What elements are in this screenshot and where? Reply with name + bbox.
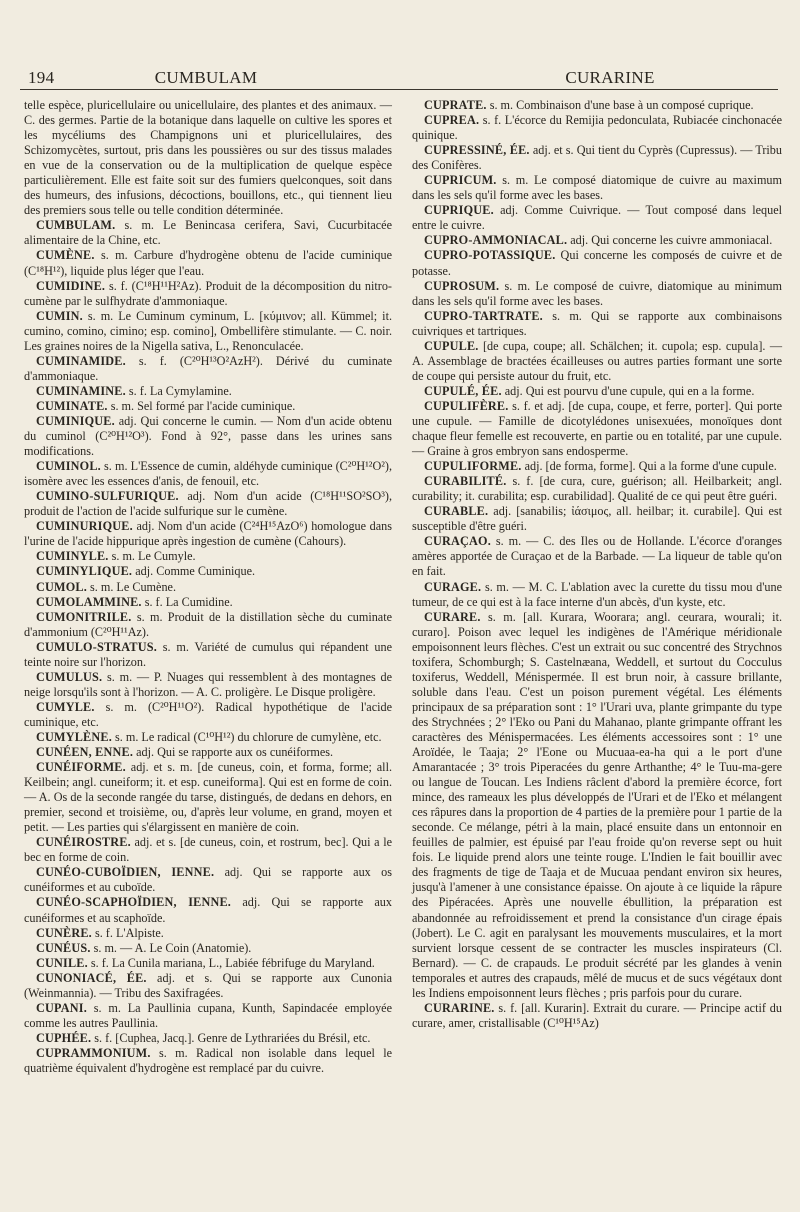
entry-headword: CUPULIFÈRE. [424, 398, 509, 413]
entry-headword: CUNÉUS. [36, 940, 91, 955]
entry-headword: CUPHÉE. [36, 1030, 92, 1045]
entry-headword: CUMINAMIDE. [36, 353, 126, 368]
dictionary-entry [412, 203, 782, 233]
entry-definition: s. m. — C. des Iles ou de Hollande. L'écorce d'oranges amères apportée de Curaçao et de la Barbade. — La liqueur de table qu'on en fait. [412, 534, 783, 579]
dictionary-entry [412, 173, 782, 203]
entry-definition: Qui concerne les composés de cuivre et de potasse. [412, 248, 782, 278]
dictionary-entry [24, 640, 392, 670]
entry-headword: CUMOLAMMINE. [36, 594, 142, 609]
entry-definition: s. m. L'Essence de cumin, aldéhyde cuminique (C²⁰H¹²O²), isomère avec les essences d'anis, de fenouil, etc. [24, 459, 393, 489]
dictionary-entry [412, 248, 782, 278]
entry-headword: CUMINAMINE. [36, 383, 126, 398]
entry-headword: CUNILE. [36, 955, 88, 970]
entry-definition: s. f. La Cunila mariana, L., Labiée fébrifuge du Maryland. [90, 955, 375, 970]
entry-definition: s. f. La Cymylamine. [128, 383, 232, 398]
entry-definition: s. f. [Cuphea, Jacq.]. Genre de Lythrariées du Brésil, etc. [94, 1030, 371, 1045]
entry-definition: s. m. Le Cuminum cyminum, L. [κύμινον; all. Kümmel; it. cumino, comino, cimino; esp. comino], Ombellifère stimulante. — C. noir. Les graines noires de la Nigella sativa, L., Renonculacée. [24, 308, 392, 353]
entry-definition: adj. Qui se rapporte aux os cunéiformes et au cuboïde. [24, 865, 392, 895]
entry-definition: s. m. Variété de cumulus qui répandent une teinte noire sur l'horizon. [24, 639, 393, 669]
entry-headword: CUMINYLIQUE. [36, 564, 133, 579]
entry-headword: CUPRO-POTASSIQUE. [424, 248, 556, 263]
dictionary-entry [412, 98, 782, 113]
entry-headword: CUMINIQUE. [36, 413, 115, 428]
right-column [412, 98, 782, 1031]
dictionary-entry [24, 971, 392, 1001]
entry-definition: s. m. (C²⁰H¹¹O²). Radical hypothétique de l'acide cuminique, etc. [24, 699, 392, 729]
dictionary-entry [24, 730, 392, 745]
entry-headword: CUMINURIQUE. [36, 519, 133, 534]
dictionary-entry [412, 580, 782, 610]
entry-headword: CUPULE. [424, 338, 479, 353]
dictionary-entry [24, 956, 392, 971]
entry-definition: adj. Nom d'un acide (C¹⁸H¹¹SO²SO³), produit de l'action de l'acide sulfurique sur le cumène. [24, 489, 392, 519]
dictionary-entry [412, 610, 782, 1001]
entry-headword: CUMIN. [36, 308, 83, 323]
dictionary-entry [24, 309, 392, 354]
entry-definition: s. m. [all. Kurara, Woorara; angl. ceurara, wourali; it. curaro]. Poison avec lequel les indigènes de l'Amérique méridionale empoisonnent leurs flèches. C'est un extrait ou suc concentré des Strychnos toxifera, Schomburgh; S. Castelnæana, Weddell, et surtout du Cocculus toxiferus, Weddell, Ménispermée. Il est brun noir, à cassure brillante, soluble dans l'eau. C'est un poison purement végétal. Les éléments principaux de sa préparation sont : 1° l'Urari uva, plante grimpante du type des Strychnées ; 2° l'Eko ou Pani du Mahanao, plante grimpante offrant les caractères des Ménispermacées. Les éléments accessoires sont : 1° une Aroïdée, le Taaja; 2° l'Eone ou Mucuaa-ea-ha qui a le port d'une Amarantacée ; 3° trois Piperacées du genre Arthanthe; 4° le Tuu-ma-gere ou langue de Toucan. Les Indiens râclent d'abord la première écorce, fort mince, des rameaux les plus développés de l'Urari et de l'Eko et mélangent ces râpures dans la proportion de 4 parties de la première pour 1 partie de la seconde. Ce mélange, pétri à la main, placé ensuite dans un entonnoir en feuilles de palmier, est épuisé par l'eau froide qu'on reverse sept ou huit fois. Le liquide prend alors une teinte rouge. L'Indien le fait bouillir avec des fragments de tige de Taaja et de Mucuaa pendant environ six heures, jusqu'à l'amener à une consistance épaisse. On ajoute à ce liquide la râpure des Pipéracées. Après une nouvelle ébullition, la préparation est abandonnée au refroidissement et prend la consistance d'un cirage épais (Jobert). Le C. agit en paralysant les mouvements musculaires, et la mort survient lorsque cessent de se contracter les muscles inspirateurs (Cl. Bernard). — C. de crapauds. Le produit sécrété par les glandes à venin temporales et autres des crapauds, mêlé de mucus et de sucs végétaux dont les Indiens empoisonnent leurs flèches ; pris parfois pour du curare. [412, 609, 783, 1000]
dictionary-entry [24, 279, 392, 309]
entry-definition: adj. [de forma, forme]. Qui a la forme d'une cupule. [524, 459, 777, 474]
entry-headword: CUPRATE. [424, 98, 487, 112]
entry-headword: CUPRESSINÉ, ÉE. [424, 143, 530, 158]
entry-headword: CURAÇAO. [424, 534, 491, 549]
dictionary-entry [412, 459, 782, 474]
entry-definition: adj. Nom d'un acide (C²⁴H¹⁵AzO⁶) homologue dans l'urine de l'acide hippurique après ingestion de cumène (Cahours). [24, 519, 392, 549]
entry-headword: CUNÉO-SCAPHOÏDIEN, IENNE. [36, 895, 232, 910]
entry-headword: CUMULUS. [36, 669, 103, 684]
entry-definition: adj. Qui concerne les cuivre ammoniacal. [570, 233, 773, 248]
entry-definition: adj. Comme Cuminique. [135, 564, 256, 579]
dictionary-entry [24, 459, 392, 489]
right-running-head: CURARINE [565, 68, 655, 87]
dictionary-entry [412, 384, 782, 399]
entry-definition: s. m. Sel formé par l'acide cuminique. [110, 398, 296, 413]
entry-headword: CUNÉIROSTRE. [36, 835, 131, 850]
entry-definition: adj. [sanabilis; ἰάσιμος, all. heilbar; it. curabile]. Qui est susceptible d'être guéri. [412, 504, 782, 534]
entry-definition: s. m. Le composé diatomique de cuivre au maximum dans les sels qu'il forme avec les bases. [412, 173, 782, 203]
entry-headword: CUMOL. [36, 579, 87, 594]
dictionary-entry [24, 384, 392, 399]
entry-definition: [de cupa, coupe; all. Schälchen; it. cupola; esp. cupula]. — A. Assemblage de bractées écailleuses ou autres parties formant une sorte de coupe qui persiste autour du fruit, etc. [412, 338, 783, 383]
dictionary-entry [24, 218, 392, 248]
entry-definition: adj. Comme Cuivrique. — Tout composé dans lequel entre le cuivre. [412, 203, 782, 233]
entry-definition: s. m. — M. C. L'ablation avec la curette du tissu mou d'une tumeur, de ce qui est à la face interne d'un abcès, d'un kyste, etc. [412, 579, 782, 609]
entry-headword: CUPRIQUE. [424, 203, 494, 218]
entry-headword: CUNONIACÉ, ÉE. [36, 970, 147, 985]
entry-headword: CUNÉIFORME. [36, 760, 126, 775]
entry-headword: CUPRAMMONIUM. [36, 1045, 151, 1060]
entry-definition: s. m. Le radical (C¹⁰H¹²) du chlorure de cumylène, etc. [115, 729, 382, 744]
page-number: 194 [28, 68, 55, 87]
dictionary-entry [24, 98, 392, 218]
dictionary-entry [24, 519, 392, 549]
dictionary-entry [24, 1031, 392, 1046]
entry-headword: CUMONITRILE. [36, 609, 132, 624]
entry-definition: adj. et s. Qui tient du Cyprès (Cupressus). — Tribu des Conifères. [412, 143, 782, 173]
entry-headword: CUNÉO-CUBOÏDIEN, IENNE. [36, 865, 215, 880]
entry-headword: CURARE. [424, 609, 481, 624]
dictionary-entry [24, 760, 392, 835]
entry-definition: s. f. (C²⁰H¹³O²AzH²). Dérivé du cuminate d'ammoniaque. [24, 353, 392, 383]
dictionary-entry [24, 1046, 392, 1076]
entry-headword: CUNÈRE. [36, 925, 92, 940]
dictionary-entry [412, 534, 782, 579]
dictionary-entry [24, 399, 392, 414]
header-rule [20, 89, 778, 90]
entry-definition: s. m. Radical non isolable dans lequel le quatrième équivalent d'hydrogène est remplacé par du cuivre. [24, 1045, 392, 1075]
entry-definition: telle espèce, pluricellulaire ou unicellulaire, des plantes et des animaux. — C. des germes. Partie de la botanique dans laquelle on cultive les spores et les mycéliums des Champignons uni et pluricellulaires, des Schizomycètes, surtout, pris dans les poussières ou sur des tissus malades en vue de la conservation ou de la multiplication de quelque espèce particulièrement. Elle est faite soit sur des fumiers quelconques, soit dans des humeurs, des infusions, décoctions, bouillons, etc., qui tiennent lieu des premiers sous telle ou telle condition déterminée. [24, 98, 392, 218]
entry-definition: adj. et s. m. [de cuneus, coin, et forma, forme; all. Keilbein; angl. cuneiform; it. et esp. cuneiforma]. Qui est en forme de coin. — A. Os de la seconde rangée du tarse, distingués, de dedans en dehors, en premier, second et troisième, ou, d'après leur volume, en grand, moyen et petit. — Les parties qui s'élargissent en manière de coin. [24, 760, 393, 835]
entry-definition: s. m. La Paullinia cupana, Kunth, Sapindacée employée comme les autres Paullinia. [24, 1000, 392, 1030]
entry-headword: CUMINOL. [36, 459, 101, 474]
entry-headword: CUPULÉ, ÉE. [424, 383, 502, 398]
entry-definition: adj. Qui concerne le cumin. — Nom d'un acide obtenu du cuminol (C²⁰H¹²O³). Fond à 92°, passe dans les urines sans modifications. [24, 413, 392, 459]
entry-headword: CUMINYLE. [36, 549, 109, 564]
entry-definition: s. m. — P. Nuages qui ressemblent à des montagnes de neige lorsqu'ils sont à l'horizon. — A. C. proligère. Le Disque proligère. [24, 669, 393, 699]
dictionary-entry [412, 399, 782, 459]
entry-definition: s. m. Produit de la distillation sèche du cuminate d'ammonium (C²⁰H¹¹Az). [24, 609, 393, 639]
entry-headword: CUMINO-SULFURIQUE. [36, 489, 179, 504]
dictionary-entry [24, 564, 392, 579]
entry-headword: CUPULIFORME. [424, 459, 522, 474]
entry-headword: CUMIDINE. [36, 278, 106, 293]
entry-definition: s. m. Combinaison d'une base à un composé cuprique. [489, 98, 754, 112]
entry-headword: CUMINATE. [36, 398, 108, 413]
dictionary-entry [412, 1001, 782, 1031]
entry-definition: adj. Qui se rapporte aux os cunéiformes. [136, 745, 334, 760]
entry-headword: CUMÈNE. [36, 248, 95, 263]
entry-definition: s. m. Carbure d'hydrogène obtenu de l'acide cuminique (C¹⁸H¹²), liquide plus léger que l'eau. [24, 248, 393, 278]
dictionary-entry [412, 309, 782, 339]
entry-definition: s. m. Le composé de cuivre, diatomique au minimum dans les sels qu'il forme avec les bases. [412, 278, 782, 308]
entry-definition: s. f. L'écorce du Remijia pedonculata, Rubiacée cinchonacée quinique. [412, 113, 782, 143]
dictionary-entry [412, 279, 782, 309]
entry-definition: s. f. et adj. [de cupa, coupe, et ferre, porter]. Qui porte une cupule. — Famille de dicotylédones unisexuées, monoïques dont chaque fleur femelle est recouverte, en partie ou en totalité, par une cupule. — Graine à gros embryon sans endosperme. [412, 398, 782, 459]
entry-definition: s. m. Le Cumyle. [111, 549, 196, 564]
dictionary-entry [24, 414, 392, 459]
entry-headword: CUPREA. [424, 113, 480, 128]
dictionary-entry [24, 700, 392, 730]
entry-headword: CUPANI. [36, 1000, 87, 1015]
dictionary-entry [412, 504, 782, 534]
dictionary-entry [412, 143, 782, 173]
dictionary-entry [24, 941, 392, 956]
dictionary-entry [24, 595, 392, 610]
entry-definition: s. f. La Cumidine. [144, 594, 233, 609]
dictionary-entry [24, 670, 392, 700]
left-running-head: CUMBULAM [154, 68, 258, 87]
entry-definition: adj. Qui est pourvu d'une cupule, qui en a la forme. [504, 383, 755, 398]
dictionary-entry [24, 549, 392, 564]
dictionary-entry [24, 354, 392, 384]
dictionary-entry [24, 926, 392, 941]
entry-headword: CURABILITÉ. [424, 474, 507, 489]
dictionary-entry [412, 233, 782, 248]
dictionary-entry [412, 339, 782, 384]
dictionary-entry [24, 895, 392, 925]
dictionary-entry [24, 489, 392, 519]
entry-definition: s. f. [de cura, cure, guérison; all. Heilbarkeit; angl. curability; it. curabilita; esp. curabilidad]. Qualité de ce qui peut être guéri. [412, 474, 782, 504]
dictionary-entry [412, 113, 782, 143]
entry-definition: adj. Qui se rapporte aux cunéiformes et au scaphoïde. [24, 895, 392, 925]
entry-headword: CURABLE. [424, 504, 489, 519]
entry-headword: CUNÉEN, ENNE. [36, 745, 134, 760]
dictionary-entry [24, 835, 392, 865]
dictionary-entry [24, 610, 392, 640]
entry-definition: adj. et s. Qui se rapporte aux Cunonia (Weinmannia). — Tribu des Saxifragées. [24, 970, 392, 1000]
entry-headword: CUMULO-STRATUS. [36, 639, 157, 654]
dictionary-entry [24, 1001, 392, 1031]
entry-headword: CUPROSUM. [424, 278, 500, 293]
entry-headword: CUMYLÈNE. [36, 729, 112, 744]
dictionary-entry [412, 474, 782, 504]
entry-headword: CURAGE. [424, 579, 482, 594]
entry-headword: CUPRICUM. [424, 173, 497, 188]
dictionary-entry [24, 580, 392, 595]
entry-definition: adj. et s. [de cuneus, coin, et rostrum, bec]. Qui a le bec en forme de coin. [24, 835, 393, 865]
entry-definition: s. m. Qui se rapporte aux combinaisons cuivriques et tartriques. [412, 308, 783, 338]
entry-definition: s. m. — A. Le Coin (Anatomie). [93, 940, 252, 955]
entry-headword: CUMBULAM. [36, 218, 116, 233]
entry-definition: s. f. L'Alpiste. [94, 925, 164, 940]
entry-headword: CURARINE. [424, 1000, 495, 1015]
entry-headword: CUPRO-AMMONIACAL. [424, 233, 568, 248]
entry-headword: CUPRO-TARTRATE. [424, 308, 543, 323]
dictionary-entry [24, 865, 392, 895]
dictionary-entry [24, 248, 392, 278]
entry-headword: CUMYLE. [36, 699, 95, 714]
entry-definition: s. f. [all. Kurarin]. Extrait du curare. — Principe actif du curare, amer, cristallisable (C¹⁰H¹⁵Az) [412, 1000, 782, 1030]
entry-definition: s. m. Le Cumène. [90, 579, 176, 594]
dictionary-entry [24, 745, 392, 760]
entry-definition: s. f. (C¹⁸H¹¹H²Az). Produit de la décomposition du nitro-cumène par le sulfhydrate d'ammoniaque. [24, 278, 392, 308]
left-column [24, 98, 392, 1076]
entry-definition: s. m. Le Benincasa cerifera, Savi, Cucurbitacée alimentaire de la Chine, etc. [24, 218, 392, 248]
